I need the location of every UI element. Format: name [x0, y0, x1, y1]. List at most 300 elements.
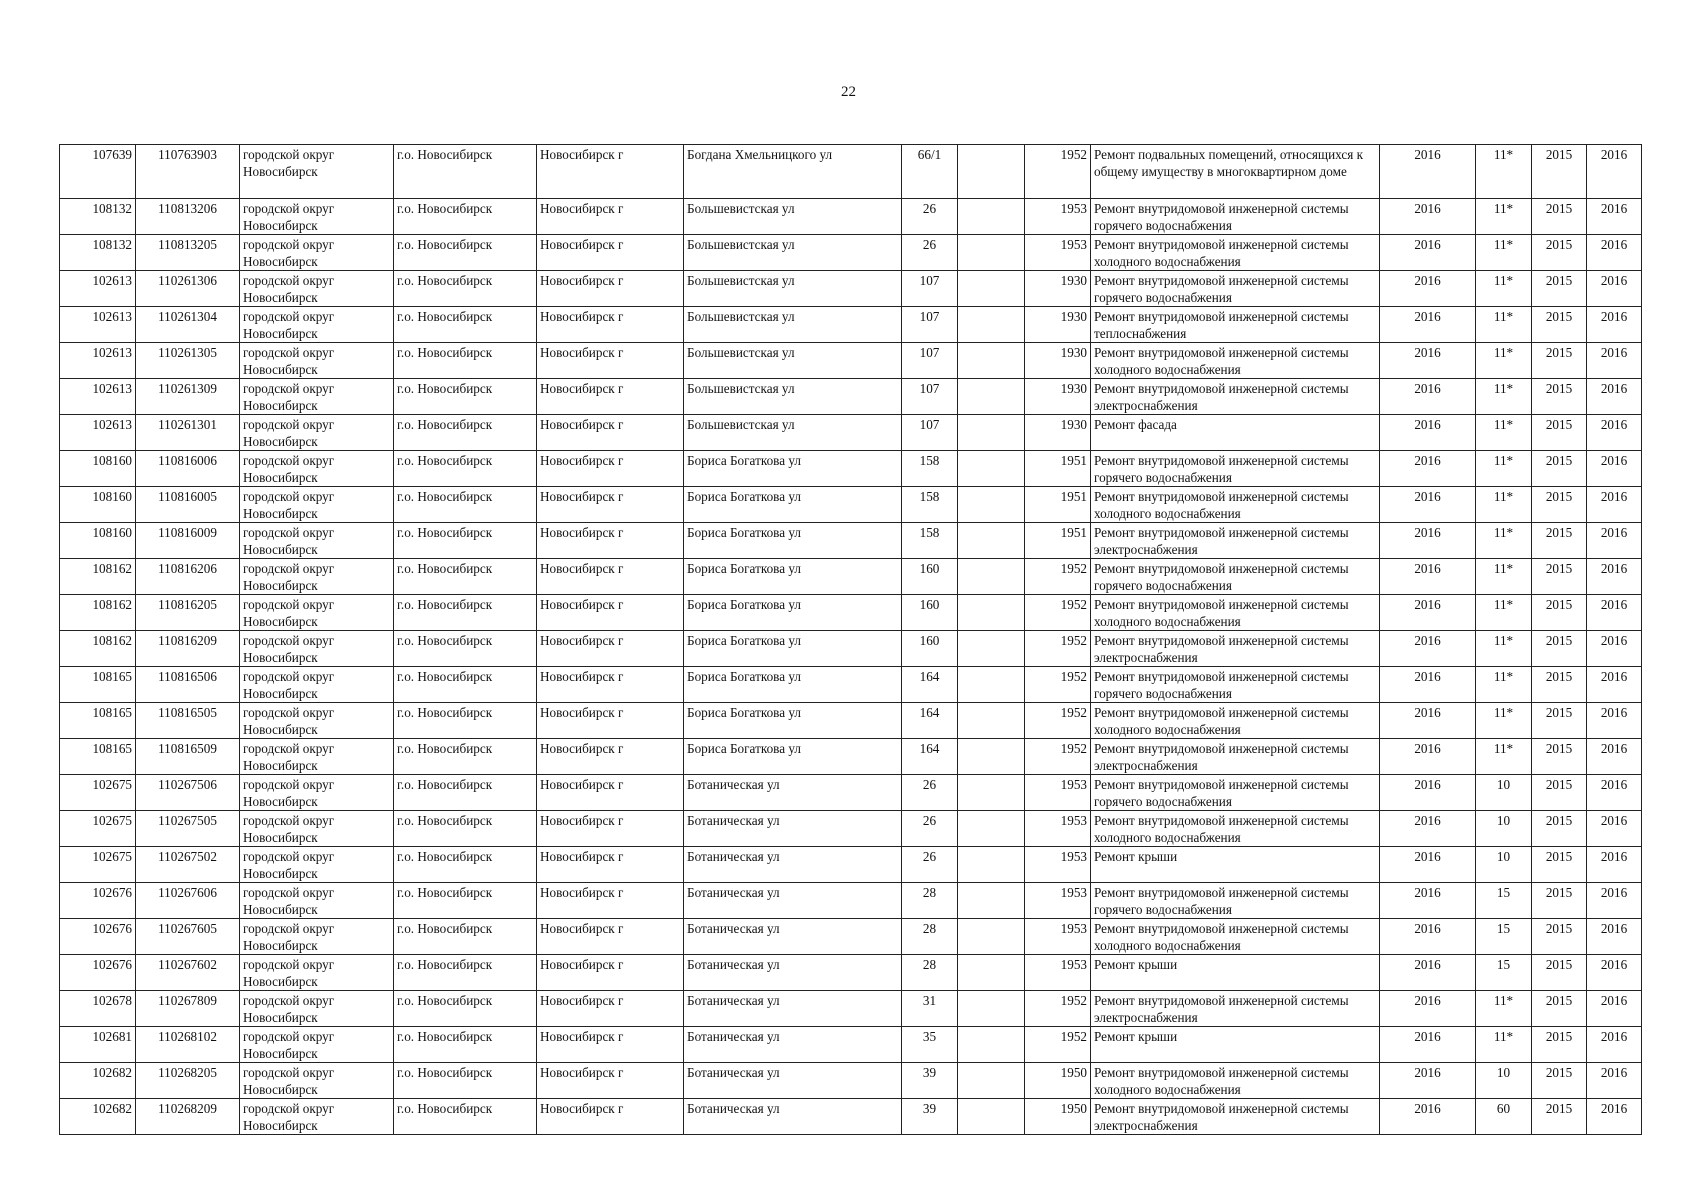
year-start-cell: 2015 — [1532, 523, 1587, 559]
building-cell — [958, 523, 1025, 559]
work-code-cell: 110261301 — [136, 415, 240, 451]
locality-cell: Новосибирск г — [537, 199, 684, 235]
house-number-cell: 160 — [902, 559, 958, 595]
year-start-cell: 2015 — [1532, 1027, 1587, 1063]
settlement-cell: г.о. Новосибирск — [394, 559, 537, 595]
street-cell: Ботаническая ул — [684, 1063, 902, 1099]
plan-year-cell: 2016 — [1380, 955, 1476, 991]
building-cell — [958, 307, 1025, 343]
table-row — [60, 631, 1642, 667]
year-built-cell: 1953 — [1025, 847, 1091, 883]
term-cell: 11* — [1476, 631, 1532, 667]
year-built-cell: 1950 — [1025, 1099, 1091, 1135]
municipality-cell: городской округ Новосибирск — [240, 235, 394, 271]
table-row — [60, 415, 1642, 451]
year-built-cell: 1951 — [1025, 487, 1091, 523]
year-start-cell: 2015 — [1532, 1063, 1587, 1099]
house-id-cell: 102613 — [60, 307, 136, 343]
page-number: 22 — [841, 84, 856, 100]
year-built-cell: 1930 — [1025, 415, 1091, 451]
term-cell: 11* — [1476, 379, 1532, 415]
street-cell: Ботаническая ул — [684, 991, 902, 1027]
street-cell: Бориса Богаткова ул — [684, 523, 902, 559]
settlement-cell: г.о. Новосибирск — [394, 595, 537, 631]
table-row — [60, 595, 1642, 631]
settlement-cell: г.о. Новосибирск — [394, 235, 537, 271]
work-type-cell: Ремонт внутридомовой инженерной системы холодного водоснабжения — [1091, 1063, 1380, 1099]
house-id-cell: 108160 — [60, 487, 136, 523]
building-cell — [958, 991, 1025, 1027]
street-cell: Большевистская ул — [684, 307, 902, 343]
plan-year-cell: 2016 — [1380, 487, 1476, 523]
municipality-cell: городской округ Новосибирск — [240, 919, 394, 955]
year-built-cell: 1952 — [1025, 631, 1091, 667]
table-row — [60, 307, 1642, 343]
house-number-cell: 107 — [902, 415, 958, 451]
plan-year-cell: 2016 — [1380, 379, 1476, 415]
locality-cell: Новосибирск г — [537, 307, 684, 343]
municipality-cell: городской округ Новосибирск — [240, 559, 394, 595]
work-code-cell: 110261304 — [136, 307, 240, 343]
work-type-cell: Ремонт внутридомовой инженерной системы холодного водоснабжения — [1091, 487, 1380, 523]
municipality-cell: городской округ Новосибирск — [240, 847, 394, 883]
year-start-cell: 2015 — [1532, 883, 1587, 919]
municipality-cell: городской округ Новосибирск — [240, 307, 394, 343]
locality-cell: Новосибирск г — [537, 883, 684, 919]
table-row — [60, 1099, 1642, 1135]
work-code-cell: 110816209 — [136, 631, 240, 667]
street-cell: Ботаническая ул — [684, 883, 902, 919]
settlement-cell: г.о. Новосибирск — [394, 379, 537, 415]
work-code-cell: 110267502 — [136, 847, 240, 883]
year-start-cell: 2015 — [1532, 919, 1587, 955]
year-start-cell: 2015 — [1532, 487, 1587, 523]
building-cell — [958, 595, 1025, 631]
municipality-cell: городской округ Новосибирск — [240, 739, 394, 775]
year-built-cell: 1952 — [1025, 739, 1091, 775]
year-end-cell: 2016 — [1587, 559, 1642, 595]
work-code-cell: 110813206 — [136, 199, 240, 235]
house-id-cell: 108165 — [60, 703, 136, 739]
building-cell — [958, 559, 1025, 595]
house-id-cell: 108132 — [60, 199, 136, 235]
year-start-cell: 2015 — [1532, 415, 1587, 451]
work-code-cell: 110267809 — [136, 991, 240, 1027]
year-start-cell: 2015 — [1532, 343, 1587, 379]
work-type-cell: Ремонт внутридомовой инженерной системы горячего водоснабжения — [1091, 883, 1380, 919]
table-row — [60, 199, 1642, 235]
work-type-cell: Ремонт внутридомовой инженерной системы электроснабжения — [1091, 1099, 1380, 1135]
work-code-cell: 110816006 — [136, 451, 240, 487]
locality-cell: Новосибирск г — [537, 775, 684, 811]
street-cell: Большевистская ул — [684, 271, 902, 307]
table-row — [60, 487, 1642, 523]
locality-cell: Новосибирск г — [537, 1099, 684, 1135]
year-end-cell: 2016 — [1587, 775, 1642, 811]
table-row — [60, 847, 1642, 883]
year-start-cell: 2015 — [1532, 559, 1587, 595]
year-built-cell: 1952 — [1025, 991, 1091, 1027]
work-type-cell: Ремонт фасада — [1091, 415, 1380, 451]
work-code-cell: 110268205 — [136, 1063, 240, 1099]
building-cell — [958, 847, 1025, 883]
work-type-cell: Ремонт внутридомовой инженерной системы холодного водоснабжения — [1091, 343, 1380, 379]
year-end-cell: 2016 — [1587, 199, 1642, 235]
table-body — [60, 145, 1642, 1135]
settlement-cell: г.о. Новосибирск — [394, 343, 537, 379]
year-start-cell: 2015 — [1532, 199, 1587, 235]
year-built-cell: 1953 — [1025, 919, 1091, 955]
work-type-cell: Ремонт внутридомовой инженерной системы горячего водоснабжения — [1091, 271, 1380, 307]
plan-year-cell: 2016 — [1380, 703, 1476, 739]
municipality-cell: городской округ Новосибирск — [240, 451, 394, 487]
locality-cell: Новосибирск г — [537, 1063, 684, 1099]
work-type-cell: Ремонт внутридомовой инженерной системы электроснабжения — [1091, 631, 1380, 667]
term-cell: 11* — [1476, 991, 1532, 1027]
year-end-cell: 2016 — [1587, 271, 1642, 307]
locality-cell: Новосибирск г — [537, 235, 684, 271]
term-cell: 11* — [1476, 667, 1532, 703]
house-id-cell: 108162 — [60, 559, 136, 595]
work-type-cell: Ремонт внутридомовой инженерной системы горячего водоснабжения — [1091, 451, 1380, 487]
street-cell: Ботаническая ул — [684, 1027, 902, 1063]
house-id-cell: 102675 — [60, 847, 136, 883]
house-id-cell: 102678 — [60, 991, 136, 1027]
house-id-cell: 102682 — [60, 1063, 136, 1099]
house-number-cell: 158 — [902, 487, 958, 523]
work-code-cell: 110816206 — [136, 559, 240, 595]
locality-cell: Новосибирск г — [537, 847, 684, 883]
locality-cell: Новосибирск г — [537, 523, 684, 559]
term-cell: 11* — [1476, 487, 1532, 523]
year-end-cell: 2016 — [1587, 955, 1642, 991]
municipality-cell: городской округ Новосибирск — [240, 415, 394, 451]
year-end-cell: 2016 — [1587, 1099, 1642, 1135]
settlement-cell: г.о. Новосибирск — [394, 523, 537, 559]
street-cell: Большевистская ул — [684, 415, 902, 451]
locality-cell: Новосибирск г — [537, 145, 684, 199]
year-end-cell: 2016 — [1587, 1063, 1642, 1099]
house-id-cell: 102613 — [60, 343, 136, 379]
settlement-cell: г.о. Новосибирск — [394, 1063, 537, 1099]
house-number-cell: 164 — [902, 739, 958, 775]
house-number-cell: 66/1 — [902, 145, 958, 199]
year-start-cell: 2015 — [1532, 955, 1587, 991]
year-end-cell: 2016 — [1587, 919, 1642, 955]
work-code-cell: 110813205 — [136, 235, 240, 271]
plan-year-cell: 2016 — [1380, 883, 1476, 919]
year-built-cell: 1953 — [1025, 775, 1091, 811]
work-type-cell: Ремонт подвальных помещений, относящихся к общему имуществу в многоквартирном доме — [1091, 145, 1380, 199]
locality-cell: Новосибирск г — [537, 991, 684, 1027]
street-cell: Бориса Богаткова ул — [684, 559, 902, 595]
house-number-cell: 28 — [902, 883, 958, 919]
year-end-cell: 2016 — [1587, 631, 1642, 667]
term-cell: 11* — [1476, 703, 1532, 739]
municipality-cell: городской округ Новосибирск — [240, 487, 394, 523]
municipality-cell: городской округ Новосибирск — [240, 667, 394, 703]
year-start-cell: 2015 — [1532, 235, 1587, 271]
street-cell: Ботаническая ул — [684, 955, 902, 991]
building-cell — [958, 739, 1025, 775]
house-id-cell: 102676 — [60, 919, 136, 955]
year-start-cell: 2015 — [1532, 703, 1587, 739]
term-cell: 11* — [1476, 415, 1532, 451]
table-row — [60, 523, 1642, 559]
year-start-cell: 2015 — [1532, 145, 1587, 199]
work-code-cell: 110267506 — [136, 775, 240, 811]
table-row — [60, 739, 1642, 775]
municipality-cell: городской округ Новосибирск — [240, 145, 394, 199]
work-type-cell: Ремонт крыши — [1091, 955, 1380, 991]
house-number-cell: 28 — [902, 955, 958, 991]
year-built-cell: 1952 — [1025, 559, 1091, 595]
year-end-cell: 2016 — [1587, 415, 1642, 451]
house-number-cell: 35 — [902, 1027, 958, 1063]
street-cell: Бориса Богаткова ул — [684, 667, 902, 703]
house-id-cell: 102613 — [60, 415, 136, 451]
house-number-cell: 107 — [902, 379, 958, 415]
locality-cell: Новосибирск г — [537, 1027, 684, 1063]
locality-cell: Новосибирск г — [537, 631, 684, 667]
term-cell: 11* — [1476, 235, 1532, 271]
year-start-cell: 2015 — [1532, 667, 1587, 703]
locality-cell: Новосибирск г — [537, 559, 684, 595]
year-end-cell: 2016 — [1587, 739, 1642, 775]
settlement-cell: г.о. Новосибирск — [394, 307, 537, 343]
term-cell: 11* — [1476, 523, 1532, 559]
year-built-cell: 1930 — [1025, 379, 1091, 415]
plan-year-cell: 2016 — [1380, 451, 1476, 487]
house-id-cell: 108160 — [60, 451, 136, 487]
year-start-cell: 2015 — [1532, 1099, 1587, 1135]
work-code-cell: 110268209 — [136, 1099, 240, 1135]
plan-year-cell: 2016 — [1380, 1063, 1476, 1099]
work-type-cell: Ремонт внутридомовой инженерной системы горячего водоснабжения — [1091, 775, 1380, 811]
street-cell: Большевистская ул — [684, 343, 902, 379]
work-code-cell: 110267602 — [136, 955, 240, 991]
plan-year-cell: 2016 — [1380, 739, 1476, 775]
house-number-cell: 28 — [902, 919, 958, 955]
street-cell: Большевистская ул — [684, 379, 902, 415]
work-code-cell: 110763903 — [136, 145, 240, 199]
work-type-cell: Ремонт внутридомовой инженерной системы электроснабжения — [1091, 379, 1380, 415]
work-type-cell: Ремонт крыши — [1091, 1027, 1380, 1063]
work-code-cell: 110816009 — [136, 523, 240, 559]
term-cell: 11* — [1476, 307, 1532, 343]
settlement-cell: г.о. Новосибирск — [394, 811, 537, 847]
table-row — [60, 703, 1642, 739]
settlement-cell: г.о. Новосибирск — [394, 631, 537, 667]
municipality-cell: городской округ Новосибирск — [240, 595, 394, 631]
locality-cell: Новосибирск г — [537, 343, 684, 379]
locality-cell: Новосибирск г — [537, 487, 684, 523]
year-built-cell: 1952 — [1025, 595, 1091, 631]
year-start-cell: 2015 — [1532, 739, 1587, 775]
term-cell: 11* — [1476, 271, 1532, 307]
locality-cell: Новосибирск г — [537, 739, 684, 775]
term-cell: 15 — [1476, 919, 1532, 955]
work-type-cell: Ремонт внутридомовой инженерной системы электроснабжения — [1091, 739, 1380, 775]
municipality-cell: городской округ Новосибирск — [240, 343, 394, 379]
house-number-cell: 26 — [902, 847, 958, 883]
street-cell: Богдана Хмельницкого ул — [684, 145, 902, 199]
table-row — [60, 955, 1642, 991]
municipality-cell: городской округ Новосибирск — [240, 991, 394, 1027]
work-type-cell: Ремонт внутридомовой инженерной системы электроснабжения — [1091, 523, 1380, 559]
year-end-cell: 2016 — [1587, 883, 1642, 919]
house-number-cell: 158 — [902, 523, 958, 559]
street-cell: Бориса Богаткова ул — [684, 595, 902, 631]
year-end-cell: 2016 — [1587, 991, 1642, 1027]
settlement-cell: г.о. Новосибирск — [394, 955, 537, 991]
work-code-cell: 110816505 — [136, 703, 240, 739]
year-end-cell: 2016 — [1587, 811, 1642, 847]
building-cell — [958, 343, 1025, 379]
building-cell — [958, 955, 1025, 991]
house-number-cell: 26 — [902, 775, 958, 811]
work-code-cell: 110816506 — [136, 667, 240, 703]
house-id-cell: 102613 — [60, 271, 136, 307]
year-end-cell: 2016 — [1587, 667, 1642, 703]
year-end-cell: 2016 — [1587, 523, 1642, 559]
municipality-cell: городской округ Новосибирск — [240, 1063, 394, 1099]
municipality-cell: городской округ Новосибирск — [240, 271, 394, 307]
year-built-cell: 1953 — [1025, 235, 1091, 271]
house-id-cell: 102675 — [60, 811, 136, 847]
house-number-cell: 158 — [902, 451, 958, 487]
work-type-cell: Ремонт внутридомовой инженерной системы электроснабжения — [1091, 991, 1380, 1027]
plan-year-cell: 2016 — [1380, 775, 1476, 811]
settlement-cell: г.о. Новосибирск — [394, 415, 537, 451]
year-end-cell: 2016 — [1587, 847, 1642, 883]
term-cell: 11* — [1476, 199, 1532, 235]
house-id-cell: 102676 — [60, 883, 136, 919]
building-cell — [958, 919, 1025, 955]
work-code-cell: 110267606 — [136, 883, 240, 919]
year-end-cell: 2016 — [1587, 487, 1642, 523]
street-cell: Ботаническая ул — [684, 1099, 902, 1135]
building-cell — [958, 379, 1025, 415]
street-cell: Большевистская ул — [684, 199, 902, 235]
year-end-cell: 2016 — [1587, 235, 1642, 271]
street-cell: Бориса Богаткова ул — [684, 631, 902, 667]
term-cell: 11* — [1476, 595, 1532, 631]
work-type-cell: Ремонт внутридомовой инженерной системы горячего водоснабжения — [1091, 667, 1380, 703]
work-type-cell: Ремонт внутридомовой инженерной системы холодного водоснабжения — [1091, 595, 1380, 631]
settlement-cell: г.о. Новосибирск — [394, 1027, 537, 1063]
year-built-cell: 1950 — [1025, 1063, 1091, 1099]
year-start-cell: 2015 — [1532, 271, 1587, 307]
work-type-cell: Ремонт внутридомовой инженерной системы холодного водоснабжения — [1091, 811, 1380, 847]
settlement-cell: г.о. Новосибирск — [394, 775, 537, 811]
term-cell: 11* — [1476, 1027, 1532, 1063]
locality-cell: Новосибирск г — [537, 595, 684, 631]
house-number-cell: 39 — [902, 1063, 958, 1099]
term-cell: 10 — [1476, 1063, 1532, 1099]
plan-year-cell: 2016 — [1380, 667, 1476, 703]
street-cell: Большевистская ул — [684, 235, 902, 271]
year-built-cell: 1953 — [1025, 955, 1091, 991]
term-cell: 10 — [1476, 775, 1532, 811]
year-end-cell: 2016 — [1587, 595, 1642, 631]
house-id-cell: 108132 — [60, 235, 136, 271]
municipality-cell: городской округ Новосибирск — [240, 631, 394, 667]
building-cell — [958, 667, 1025, 703]
year-built-cell: 1952 — [1025, 703, 1091, 739]
year-built-cell: 1930 — [1025, 271, 1091, 307]
year-end-cell: 2016 — [1587, 307, 1642, 343]
municipality-cell: городской округ Новосибирск — [240, 1099, 394, 1135]
term-cell: 11* — [1476, 451, 1532, 487]
house-id-cell: 102675 — [60, 775, 136, 811]
plan-year-cell: 2016 — [1380, 559, 1476, 595]
term-cell: 11* — [1476, 559, 1532, 595]
year-start-cell: 2015 — [1532, 379, 1587, 415]
locality-cell: Новосибирск г — [537, 451, 684, 487]
house-number-cell: 31 — [902, 991, 958, 1027]
work-type-cell: Ремонт внутридомовой инженерной системы теплоснабжения — [1091, 307, 1380, 343]
building-cell — [958, 703, 1025, 739]
street-cell: Ботаническая ул — [684, 811, 902, 847]
plan-year-cell: 2016 — [1380, 631, 1476, 667]
plan-year-cell: 2016 — [1380, 145, 1476, 199]
locality-cell: Новосибирск г — [537, 919, 684, 955]
table-row — [60, 919, 1642, 955]
locality-cell: Новосибирск г — [537, 379, 684, 415]
house-number-cell: 160 — [902, 595, 958, 631]
building-cell — [958, 1027, 1025, 1063]
building-cell — [958, 487, 1025, 523]
repair-registry-table — [59, 144, 1642, 1135]
building-cell — [958, 883, 1025, 919]
work-type-cell: Ремонт внутридомовой инженерной системы горячего водоснабжения — [1091, 199, 1380, 235]
street-cell: Ботаническая ул — [684, 775, 902, 811]
year-start-cell: 2015 — [1532, 307, 1587, 343]
year-built-cell: 1953 — [1025, 199, 1091, 235]
year-start-cell: 2015 — [1532, 991, 1587, 1027]
work-code-cell: 110267605 — [136, 919, 240, 955]
work-type-cell: Ремонт внутридомовой инженерной системы холодного водоснабжения — [1091, 919, 1380, 955]
year-start-cell: 2015 — [1532, 775, 1587, 811]
work-code-cell: 110268102 — [136, 1027, 240, 1063]
table-row — [60, 559, 1642, 595]
municipality-cell: городской округ Новосибирск — [240, 955, 394, 991]
work-code-cell: 110816509 — [136, 739, 240, 775]
plan-year-cell: 2016 — [1380, 811, 1476, 847]
work-code-cell: 110816005 — [136, 487, 240, 523]
house-number-cell: 107 — [902, 307, 958, 343]
building-cell — [958, 1099, 1025, 1135]
table-row — [60, 883, 1642, 919]
locality-cell: Новосибирск г — [537, 703, 684, 739]
year-end-cell: 2016 — [1587, 145, 1642, 199]
work-type-cell: Ремонт внутридомовой инженерной системы холодного водоснабжения — [1091, 703, 1380, 739]
house-id-cell: 102681 — [60, 1027, 136, 1063]
work-code-cell: 110261309 — [136, 379, 240, 415]
plan-year-cell: 2016 — [1380, 919, 1476, 955]
year-built-cell: 1953 — [1025, 883, 1091, 919]
street-cell: Ботаническая ул — [684, 847, 902, 883]
term-cell: 15 — [1476, 883, 1532, 919]
street-cell: Бориса Богаткова ул — [684, 739, 902, 775]
plan-year-cell: 2016 — [1380, 523, 1476, 559]
settlement-cell: г.о. Новосибирск — [394, 883, 537, 919]
house-number-cell: 39 — [902, 1099, 958, 1135]
plan-year-cell: 2016 — [1380, 595, 1476, 631]
locality-cell: Новосибирск г — [537, 811, 684, 847]
municipality-cell: городской округ Новосибирск — [240, 811, 394, 847]
